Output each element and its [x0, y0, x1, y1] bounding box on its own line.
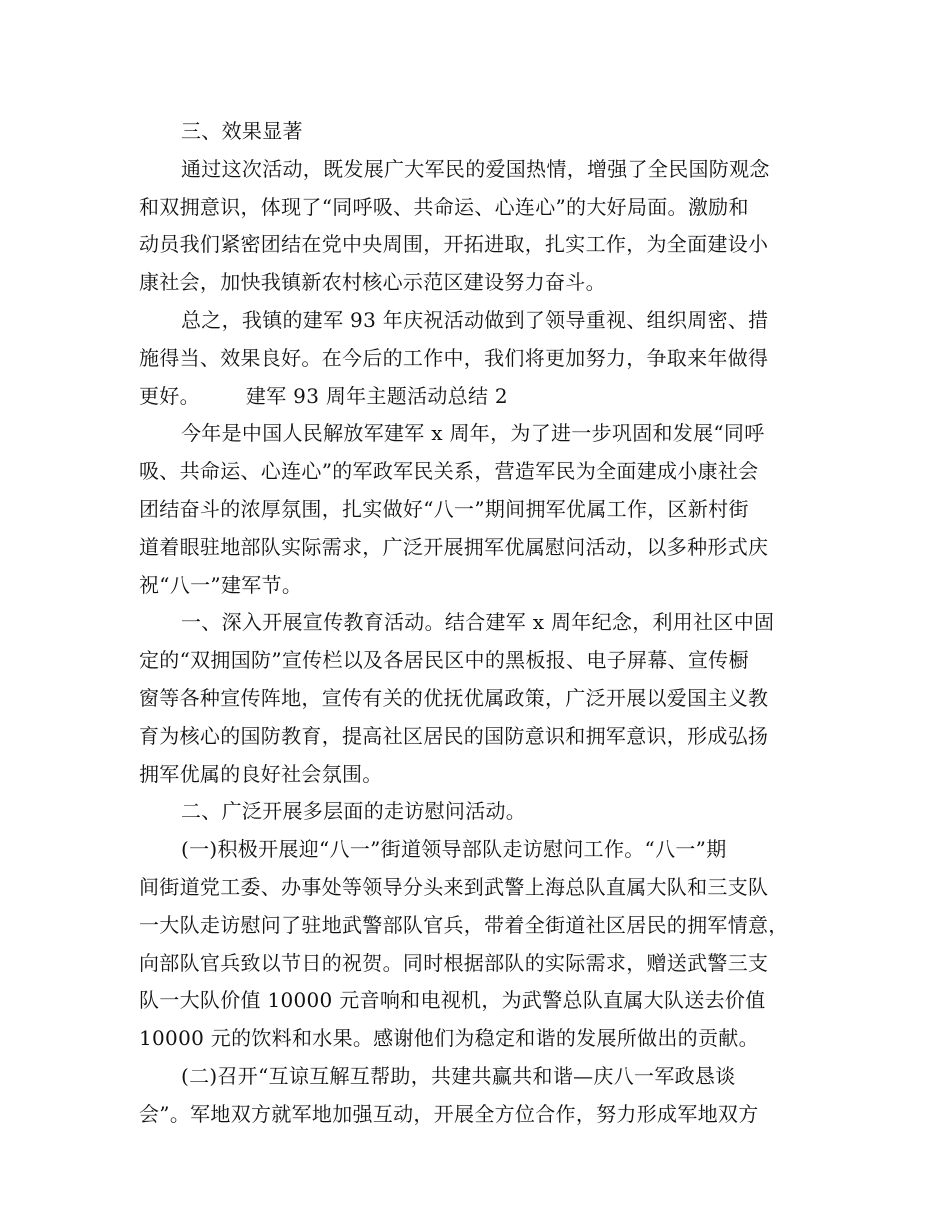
- document-body: [139, 113, 815, 1134]
- paragraph-line: 一大队走访慰问了驻地武警部队官兵，带着全街道社区居民的拥军情意，: [139, 912, 789, 937]
- paragraph-line: 向部队官兵致以节日的祝贺。同时根据部队的实际需求，赠送武警三支: [139, 950, 769, 975]
- paragraph-line: 间街道党工委、办事处等领导分头来到武警上海总队直属大队和三支队: [139, 874, 769, 899]
- paragraph-line: 总之，我镇的建军 93 年庆祝活动做到了领导重视、组织周密、措: [181, 307, 769, 332]
- paragraph-line: 会”。军地双方就军地加强互动，开展全方位合作，努力形成军地双方: [139, 1101, 759, 1126]
- paragraph-line: 团结奋斗的浓厚氛围，扎实做好“八一”期间拥军优属工作，区新村街: [139, 496, 749, 521]
- heading-effect: 三、效果显著: [181, 119, 303, 143]
- paragraph-line: 和双拥意识，体现了“同呼吸、共命运、心连心”的大好局面。激励和: [139, 194, 749, 219]
- paragraph-line: 拥军优属的良好社会氛围。: [139, 761, 383, 786]
- paragraph-line: 动员我们紧密团结在党中央周围，开拓进取，扎实工作，为全面建设小: [139, 232, 769, 257]
- paragraph-line: 道着眼驻地部队实际需求，广泛开展拥军优属慰问活动，以多种形式庆: [139, 534, 769, 559]
- paragraph-line: 一、深入开展宣传教育活动。结合建军 x 周年纪念，利用社区中固: [181, 610, 775, 635]
- paragraph-line: 今年是中国人民解放军建军 x 周年，为了进一步巩固和发展“同呼: [181, 421, 765, 446]
- paragraph-line: 更好。: [139, 383, 200, 408]
- paragraph-line: 施得当、效果良好。在今后的工作中，我们将更加努力，争取来年做得: [139, 345, 769, 370]
- paragraph-line: (一)积极开展迎“八一”街道领导部队走访慰问工作。“八一”期: [181, 837, 727, 862]
- paragraph-line: 吸、共命运、心连心”的军政军民关系，营造军民为全面建成小康社会: [139, 459, 759, 484]
- paragraph-line: 窗等各种宣传阵地，宣传有关的优抚优属政策，广泛开展以爱国主义教: [139, 685, 769, 710]
- paragraph-line: 队一大队价值 10000 元音响和电视机，为武警总队直属大队送去价值: [139, 988, 766, 1013]
- paragraph-line: 通过这次活动，既发展广大军民的爱国热情，增强了全民国防观念: [181, 156, 770, 181]
- paragraph-line: 10000 元的饮料和水果。感谢他们为稳定和谐的发展所做出的贡献。: [139, 1026, 759, 1051]
- paragraph-line: 康社会，加快我镇新农村核心示范区建设努力奋斗。: [139, 270, 606, 295]
- paragraph-line: 育为核心的国防教育，提高社区居民的国防意识和拥军意识，形成弘扬: [139, 723, 769, 748]
- paragraph-line: 祝“八一”建军节。: [139, 572, 303, 597]
- paragraph-line: (二)召开“互谅互解互帮助，共建共赢共和谐—庆八一军政恳谈: [181, 1063, 736, 1088]
- section-title: 建军 93 周年主题活动总结 2: [245, 383, 508, 408]
- paragraph-line: 定的“双拥国防”宣传栏以及各居民区中的黑板报、电子屏幕、宣传橱: [139, 648, 749, 673]
- heading-visits: 二、广泛开展多层面的走访慰问活动。: [181, 799, 527, 824]
- paragraph-line-with-title: [139, 378, 815, 416]
